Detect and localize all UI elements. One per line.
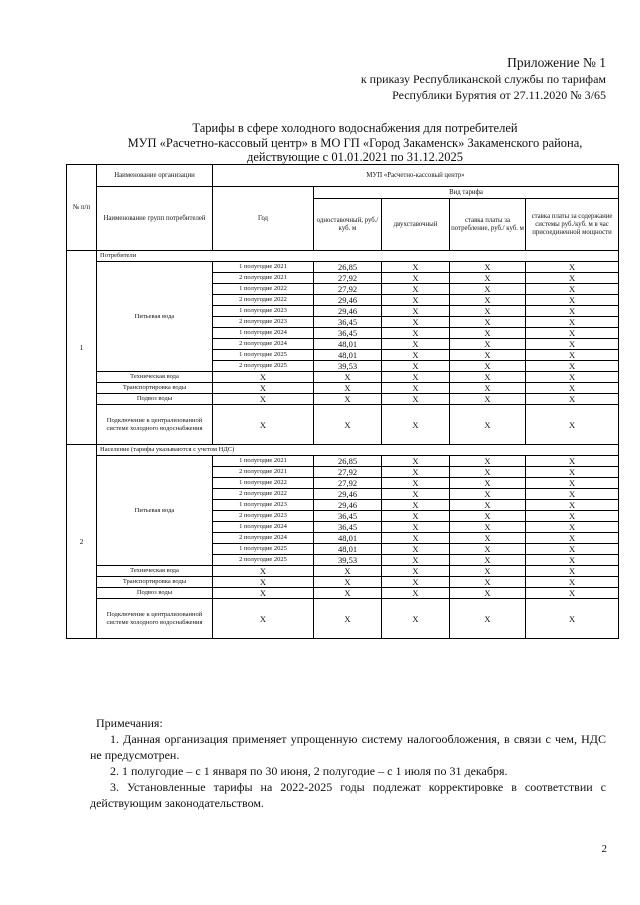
consumption-rate-cell: X	[450, 372, 526, 383]
service-name-cell: Подвоз воды	[97, 394, 213, 405]
period-cell: 2 полугодие 2025	[213, 555, 314, 566]
year-cell: X	[213, 372, 314, 383]
double-rate-cell: X	[382, 405, 450, 445]
single-rate-cell: 26,85	[314, 262, 382, 273]
header-tariff-kind: Вид тарифа	[314, 187, 619, 199]
period-cell: 1 полугодие 2021	[213, 456, 314, 467]
header-org: Наименование организации	[97, 165, 213, 187]
table-row	[67, 599, 619, 639]
maintenance-rate-cell: X	[526, 478, 619, 489]
header-year: Год	[213, 187, 314, 251]
maintenance-rate-cell: X	[526, 533, 619, 544]
title-line-3: действующие с 01.01.2021 по 31.12.2025	[246, 150, 464, 164]
maintenance-rate-cell: X	[526, 295, 619, 306]
service-name-cell: Техническая вода	[97, 566, 213, 577]
single-rate-cell: X	[314, 577, 382, 588]
single-rate-cell: X	[314, 599, 382, 639]
document-title	[95, 121, 615, 165]
year-cell: X	[213, 588, 314, 599]
maintenance-rate-cell: X	[526, 372, 619, 383]
double-rate-cell: X	[382, 588, 450, 599]
period-cell: 1 полугодие 2025	[213, 350, 314, 361]
consumption-rate-cell: X	[450, 478, 526, 489]
period-cell: 1 полугодие 2021	[213, 262, 314, 273]
single-rate-cell: 29,46	[314, 489, 382, 500]
maintenance-rate-cell: X	[526, 544, 619, 555]
table-row	[67, 383, 619, 394]
maintenance-rate-cell: X	[526, 511, 619, 522]
table-row	[67, 394, 619, 405]
appendix-header	[361, 55, 606, 103]
maintenance-rate-cell: X	[526, 577, 619, 588]
service-name-cell: Подвоз воды	[97, 588, 213, 599]
notes-heading: Примечания:	[96, 716, 163, 730]
appendix-title: Приложение № 1	[507, 55, 606, 70]
consumption-rate-cell: X	[450, 295, 526, 306]
maintenance-rate-cell: X	[526, 405, 619, 445]
consumption-rate-cell: X	[450, 273, 526, 284]
consumption-rate-cell: X	[450, 533, 526, 544]
single-rate-cell: 48,01	[314, 533, 382, 544]
consumption-rate-cell: X	[450, 284, 526, 295]
double-rate-cell: X	[382, 350, 450, 361]
period-cell: 2 полугодие 2021	[213, 467, 314, 478]
section-heading-row	[67, 251, 619, 262]
consumption-rate-cell: X	[450, 350, 526, 361]
maintenance-rate-cell: X	[526, 361, 619, 372]
consumption-rate-cell: X	[450, 339, 526, 350]
section-heading: Население (тарифы указываются с учетом НДС)	[97, 445, 619, 456]
single-rate-cell: X	[314, 372, 382, 383]
drinking-water-label: Питьевая вода	[97, 456, 213, 566]
header-single-rate: одноставочный, руб./ куб. м	[314, 199, 382, 251]
single-rate-cell: 29,46	[314, 295, 382, 306]
consumption-rate-cell: X	[450, 306, 526, 317]
consumption-rate-cell: X	[450, 361, 526, 372]
consumption-rate-cell: X	[450, 405, 526, 445]
consumption-rate-cell: X	[450, 599, 526, 639]
maintenance-rate-cell: X	[526, 522, 619, 533]
period-cell: 1 полугодие 2022	[213, 284, 314, 295]
note-3: 3. Установленные тарифы на 2022-2025 годы подлежат корректировке в соответствии с действующим законодательством.	[90, 780, 606, 810]
single-rate-cell: 27,92	[314, 273, 382, 284]
single-rate-cell: 39,53	[314, 555, 382, 566]
table-row	[67, 262, 619, 273]
period-cell: 2 полугодие 2022	[213, 295, 314, 306]
single-rate-cell: 27,92	[314, 284, 382, 295]
year-cell: X	[213, 599, 314, 639]
single-rate-cell: 36,45	[314, 511, 382, 522]
consumption-rate-cell: X	[450, 489, 526, 500]
period-cell: 2 полугодие 2022	[213, 489, 314, 500]
drinking-water-label: Питьевая вода	[97, 262, 213, 372]
maintenance-rate-cell: X	[526, 566, 619, 577]
maintenance-rate-cell: X	[526, 317, 619, 328]
period-cell: 2 полугодие 2023	[213, 511, 314, 522]
consumption-rate-cell: X	[450, 394, 526, 405]
single-rate-cell: 27,92	[314, 478, 382, 489]
double-rate-cell: X	[382, 533, 450, 544]
period-cell: 1 полугодие 2023	[213, 306, 314, 317]
double-rate-cell: X	[382, 317, 450, 328]
double-rate-cell: X	[382, 295, 450, 306]
single-rate-cell: 27,92	[314, 467, 382, 478]
double-rate-cell: X	[382, 394, 450, 405]
period-cell: 1 полугодие 2024	[213, 522, 314, 533]
double-rate-cell: X	[382, 273, 450, 284]
double-rate-cell: X	[382, 566, 450, 577]
double-rate-cell: X	[382, 262, 450, 273]
double-rate-cell: X	[382, 383, 450, 394]
header-consumption-rate: ставка платы за потребление, руб./ куб. м	[450, 199, 526, 251]
single-rate-cell: X	[314, 394, 382, 405]
double-rate-cell: X	[382, 599, 450, 639]
period-cell: 2 полугодие 2024	[213, 339, 314, 350]
maintenance-rate-cell: X	[526, 306, 619, 317]
single-rate-cell: 48,01	[314, 544, 382, 555]
appendix-order-line: к приказу Республиканской службы по тарифам	[360, 72, 606, 86]
header-maintenance-rate: ставка платы за содержание системы руб./куб. м в час присоединенной мощности	[526, 199, 619, 251]
note-1: 1. Данная организация применяет упрощенную систему налогообложения, в связи с чем, НДС не предусмотрен.	[90, 732, 606, 762]
single-rate-cell: 48,01	[314, 350, 382, 361]
double-rate-cell: X	[382, 339, 450, 350]
year-cell: X	[213, 394, 314, 405]
consumption-rate-cell: X	[450, 544, 526, 555]
double-rate-cell: X	[382, 361, 450, 372]
header-double-rate: двухставочный	[382, 199, 450, 251]
single-rate-cell: 29,46	[314, 500, 382, 511]
maintenance-rate-cell: X	[526, 383, 619, 394]
appendix-date-line: Республики Бурятия от 27.11.2020 № 3/65	[392, 88, 606, 102]
maintenance-rate-cell: X	[526, 262, 619, 273]
title-line-2: МУП «Расчетно-кассовый центр» в МО ГП «Город Закаменск» Закаменского района,	[127, 135, 583, 150]
period-cell: 1 полугодие 2022	[213, 478, 314, 489]
maintenance-rate-cell: X	[526, 599, 619, 639]
section-heading: Потребители	[97, 251, 619, 262]
consumption-rate-cell: X	[450, 511, 526, 522]
service-name-cell: Техническая вода	[97, 372, 213, 383]
double-rate-cell: X	[382, 577, 450, 588]
page-number: 2	[601, 843, 607, 855]
note-2: 2. 1 полугодие – с 1 января по 30 июня, 2 полугодие – с 1 июля по 31 декабря.	[110, 764, 508, 778]
maintenance-rate-cell: X	[526, 456, 619, 467]
single-rate-cell: 36,45	[314, 522, 382, 533]
single-rate-cell: X	[314, 566, 382, 577]
single-rate-cell: 39,53	[314, 361, 382, 372]
table-row	[67, 566, 619, 577]
maintenance-rate-cell: X	[526, 500, 619, 511]
period-cell: 1 полугодие 2024	[213, 328, 314, 339]
service-name-cell: Транспортировка воды	[97, 383, 213, 394]
single-rate-cell: X	[314, 405, 382, 445]
period-cell: 2 полугодие 2024	[213, 533, 314, 544]
double-rate-cell: X	[382, 478, 450, 489]
double-rate-cell: X	[382, 467, 450, 478]
maintenance-rate-cell: X	[526, 588, 619, 599]
single-rate-cell: 29,46	[314, 306, 382, 317]
table-row	[67, 405, 619, 445]
header-group: Наименование групп потребителей	[97, 187, 213, 251]
section-number: 2	[67, 445, 97, 639]
year-cell: X	[213, 577, 314, 588]
consumption-rate-cell: X	[450, 317, 526, 328]
consumption-rate-cell: X	[450, 383, 526, 394]
double-rate-cell: X	[382, 522, 450, 533]
double-rate-cell: X	[382, 306, 450, 317]
notes	[90, 715, 606, 811]
maintenance-rate-cell: X	[526, 273, 619, 284]
table-row	[67, 372, 619, 383]
year-cell: X	[213, 566, 314, 577]
double-rate-cell: X	[382, 284, 450, 295]
maintenance-rate-cell: X	[526, 489, 619, 500]
period-cell: 1 полугодие 2023	[213, 500, 314, 511]
consumption-rate-cell: X	[450, 522, 526, 533]
table-row	[67, 588, 619, 599]
consumption-rate-cell: X	[450, 555, 526, 566]
single-rate-cell: 36,45	[314, 317, 382, 328]
single-rate-cell: X	[314, 588, 382, 599]
service-name-cell: Подключение к централизованной системе холодного водоснабжения	[97, 405, 213, 445]
single-rate-cell: X	[314, 383, 382, 394]
header-num: № п/п	[67, 165, 97, 251]
double-rate-cell: X	[382, 456, 450, 467]
consumption-rate-cell: X	[450, 588, 526, 599]
consumption-rate-cell: X	[450, 467, 526, 478]
period-cell: 2 полугодие 2023	[213, 317, 314, 328]
table-row	[67, 456, 619, 467]
maintenance-rate-cell: X	[526, 467, 619, 478]
period-cell: 2 полугодие 2021	[213, 273, 314, 284]
double-rate-cell: X	[382, 511, 450, 522]
period-cell: 1 полугодие 2025	[213, 544, 314, 555]
double-rate-cell: X	[382, 328, 450, 339]
consumption-rate-cell: X	[450, 456, 526, 467]
section-number: 1	[67, 251, 97, 445]
single-rate-cell: 48,01	[314, 339, 382, 350]
double-rate-cell: X	[382, 500, 450, 511]
consumption-rate-cell: X	[450, 328, 526, 339]
double-rate-cell: X	[382, 544, 450, 555]
tariff-table	[66, 164, 619, 639]
service-name-cell: Транспортировка воды	[97, 577, 213, 588]
maintenance-rate-cell: X	[526, 350, 619, 361]
maintenance-rate-cell: X	[526, 555, 619, 566]
single-rate-cell: 26,85	[314, 456, 382, 467]
consumption-rate-cell: X	[450, 577, 526, 588]
period-cell: 2 полугодие 2025	[213, 361, 314, 372]
service-name-cell: Подключение к централизованной системе холодного водоснабжения	[97, 599, 213, 639]
double-rate-cell: X	[382, 555, 450, 566]
maintenance-rate-cell: X	[526, 284, 619, 295]
table-row	[67, 577, 619, 588]
single-rate-cell: 36,45	[314, 328, 382, 339]
maintenance-rate-cell: X	[526, 339, 619, 350]
year-cell: X	[213, 405, 314, 445]
title-line-1: Тарифы в сфере холодного водоснабжения для потребителей	[192, 121, 518, 135]
maintenance-rate-cell: X	[526, 328, 619, 339]
consumption-rate-cell: X	[450, 262, 526, 273]
year-cell: X	[213, 383, 314, 394]
consumption-rate-cell: X	[450, 566, 526, 577]
consumption-rate-cell: X	[450, 500, 526, 511]
section-heading-row	[67, 445, 619, 456]
double-rate-cell: X	[382, 489, 450, 500]
maintenance-rate-cell: X	[526, 394, 619, 405]
double-rate-cell: X	[382, 372, 450, 383]
header-org-name: МУП «Расчетно-кассовый центр»	[213, 165, 619, 187]
